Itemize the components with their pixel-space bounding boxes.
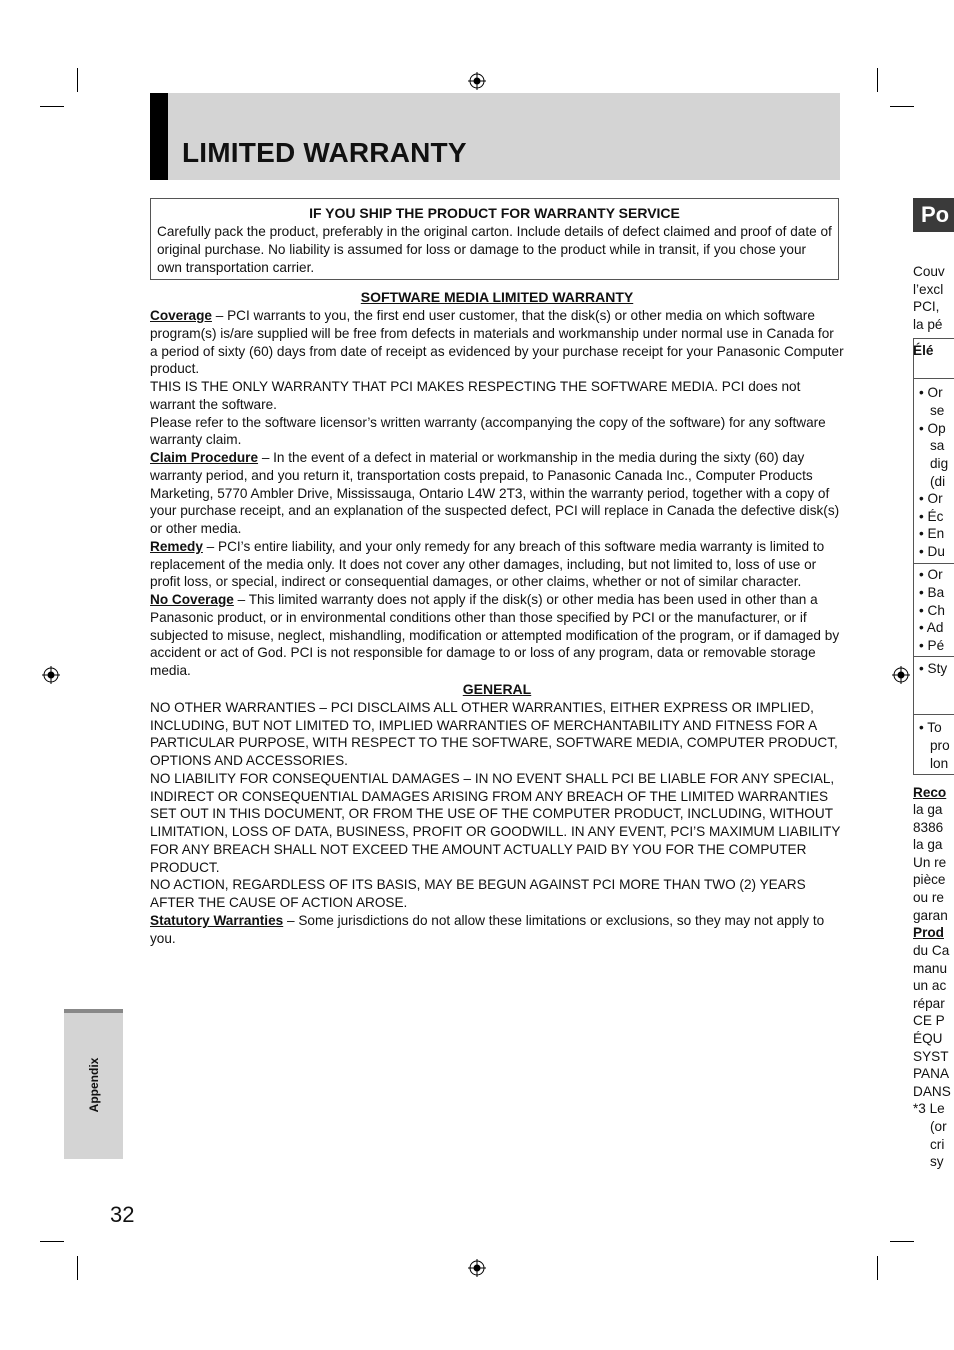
registration-mark-icon: [892, 666, 910, 684]
facing-page-tab: Po: [913, 198, 954, 232]
facing-page-line: Prod: [913, 925, 944, 940]
facing-page-line: Un re: [913, 855, 947, 870]
general-paragraph-3: NO ACTION, REGARDLESS OF ITS BASIS, MAY BE BEGUN AGAINST PCI MORE THAN TWO (2) YEARS AFTER THE CAUSE OF ACTION AROSE.: [150, 877, 806, 910]
appendix-label: Appendix: [86, 1057, 101, 1113]
facing-page-line: • Ad: [919, 620, 944, 635]
facing-page-line: sy: [930, 1154, 944, 1169]
claim-paragraph: [150, 449, 844, 538]
table-divider: [913, 714, 954, 715]
facing-page-line: • Éc: [919, 509, 944, 524]
facing-page-line: répar: [913, 996, 945, 1011]
remedy-paragraph: [150, 538, 844, 591]
title-band: [150, 93, 840, 180]
facing-page-line: Couv: [913, 264, 945, 279]
crop-mark: [77, 1256, 78, 1280]
claim-term: Claim Procedure: [150, 450, 259, 465]
crop-mark: [877, 68, 878, 92]
only-warranty-paragraph: THIS IS THE ONLY WARRANTY THAT PCI MAKES RESPECTING THE SOFTWARE MEDIA. PCI does not warrant the software.: [150, 379, 801, 412]
facing-page-line: la ga: [913, 802, 943, 817]
facing-page-line: la ga: [913, 837, 943, 852]
coverage-text: – PCI warrants to you, the first end user customer, that the disk(s) or other media on which software program(s) is/are supplied will be free from defects in materials and workmanship under normal use in Canada for a period of sixty (60) days from date of receipt as evidenced by your purchase receipt for your Panasonic Computer product.: [150, 308, 844, 377]
facing-page-line: PCI,: [913, 299, 940, 314]
facing-page-line: *3 Le: [913, 1101, 945, 1116]
facing-page-line: DANS: [913, 1084, 951, 1099]
no-coverage-paragraph: [150, 591, 844, 680]
crop-mark: [890, 1241, 914, 1242]
registration-mark-icon: [468, 72, 486, 90]
facing-page-line: l’excl: [913, 282, 944, 297]
ship-heading: IF YOU SHIP THE PRODUCT FOR WARRANTY SERVICE: [309, 205, 680, 221]
remedy-text: – PCI’s entire liability, and your only remedy for any breach of this software media warranty is limited to replacement of the media only. It does not cover any other damages, including, but not limited to, loss of use or profit loss, or special, indirect or consequential damages, or other claims, whether or not of similar character.: [150, 538, 825, 590]
facing-page-line: lon: [930, 756, 949, 771]
statutory-paragraph: [150, 912, 844, 948]
page-number: 32: [110, 1202, 135, 1227]
crop-mark: [40, 106, 64, 107]
no-coverage-term: No Coverage: [150, 592, 234, 607]
statutory-text: – Some jurisdictions do not allow these limitations or exclusions, so they may not apply to you.: [150, 912, 825, 946]
remedy-term: Remedy: [150, 538, 203, 554]
registration-mark-icon: [468, 1259, 486, 1277]
statutory-term: Statutory Warranties: [150, 912, 284, 928]
facing-page-line: dig: [930, 456, 949, 471]
general-paragraph-1: NO OTHER WARRANTIES – PCI DISCLAIMS ALL OTHER WARRANTIES, EITHER EXPRESS OR IMPLIED, INCLUDING, BUT NOT LIMITED TO, IMPLIED WARRANTIES OF MERCHANTABILITY AND FITNESS FOR A PARTICULAR PURPOSE, WITH RESPECT TO THE SOFTWARE, SOFTWARE MEDIA, COMPUTER PRODUCT, OPTIONS AND ACCESSORIES.: [150, 699, 838, 768]
facing-page-line: SYST: [913, 1049, 949, 1064]
facing-page-line: (di: [930, 474, 946, 489]
facing-page-line: garan: [913, 908, 948, 923]
crop-mark: [890, 106, 914, 107]
facing-page-line: • Ch: [919, 603, 945, 618]
facing-page-line: • Or: [919, 491, 943, 506]
facing-page-line: manu: [913, 961, 948, 976]
ship-text: Carefully pack the product, preferably in the original carton. Include details of defect claimed and proof of date of original purchase. No liability is assumed for loss or damage to the product while in transit, if you chose your own transportation carrier.: [157, 224, 832, 275]
facing-page-line: (or: [930, 1119, 947, 1134]
facing-page-line: cri: [930, 1137, 945, 1152]
table-divider: [913, 378, 954, 379]
facing-page-line: • Ba: [919, 585, 945, 600]
table-divider: [913, 656, 954, 657]
facing-page-line: un ac: [913, 978, 947, 993]
facing-page-line: CE P: [913, 1013, 945, 1028]
registration-mark-icon: [42, 666, 60, 684]
software-heading: SOFTWARE MEDIA LIMITED WARRANTY: [360, 289, 634, 305]
general-paragraph-2: NO LIABILITY FOR CONSEQUENTIAL DAMAGES – IN NO EVENT SHALL PCI BE LIABLE FOR ANY SPECIAL, INDIRECT OR CONSEQUENTIAL DAMAGES ARISING FROM ANY BREACH OF THE LIMITED WARRANTIES SET OUT IN THIS DOCUMENT, OR FROM THE USE OF THE COMPUTER PRODUCT, INCLUDING, WITHOUT LIMITATION, LOSS OF DATA, BUSINESS, PROFIT OR GOODWILL. IN ANY EVENT, PCI’S MAXIMUM LIABILITY FOR ANY BREACH SHALL NOT EXCEED THE AMOUNT ACTUALLY PAID BY YOU FOR THE COMPUTER PRODUCT.: [150, 770, 841, 875]
coverage-paragraph: [150, 307, 844, 378]
appendix-side-tab: [64, 1009, 123, 1159]
coverage-term: Coverage: [150, 308, 212, 323]
ship-service-box: [150, 198, 839, 280]
facing-page-line: • To: [919, 720, 942, 735]
facing-page-line: sa: [930, 438, 945, 453]
facing-page-line: se: [930, 403, 945, 418]
facing-page-fragment: [913, 0, 954, 1350]
main-content: [150, 288, 844, 947]
facing-page-line: Reco: [913, 785, 947, 800]
claim-text: – In the event of a defect in material or workmanship in the media during the sixty (60) day warranty period, and you return it, transportation costs prepaid, to Panasonic Canada Inc., Computer Products Marketing, 5770 Ambler Drive, Mississauga, Ontario L4W 2T3, within the warranty period, together with a copy of your purchase receipt, and an explanation of the suspected defect, PCI will replace in Canada the defective disk(s) or other media.: [150, 450, 840, 536]
facing-page-line: la pé: [913, 317, 943, 332]
facing-page-line: • Or: [919, 567, 943, 582]
facing-page-line: Élé: [913, 343, 934, 358]
facing-page-line: ÉQU: [913, 1031, 943, 1046]
facing-page-line: pro: [930, 738, 950, 753]
facing-page-line: du Ca: [913, 943, 950, 958]
licensor-paragraph: Please refer to the software licensor’s written warranty (accompanying the copy of the software) for any software warranty claim.: [150, 414, 826, 448]
facing-page-line: • Pé: [919, 638, 945, 653]
facing-page-line: PANA: [913, 1066, 950, 1081]
no-coverage-text: – This limited warranty does not apply if the disk(s) or other media has been used in other than a Panasonic product, or in environmental conditions other than those specified by PCI or the manufacturer, or if subjected to misuse, neglect, mishandling, modification or attempted modification of the program, or if damaged by accident or act of God. PCI is not responsible for damage to or loss of any program, data or removable storage media.: [150, 592, 840, 678]
title-accent-bar: [150, 93, 168, 180]
crop-mark: [40, 1241, 64, 1242]
facing-page-line: ou re: [913, 890, 944, 905]
facing-page-line: • Or: [919, 385, 943, 400]
facing-page-line: pièce: [913, 872, 946, 887]
crop-mark: [77, 68, 78, 92]
facing-page-line: 8386: [913, 820, 944, 835]
crop-mark: [877, 1256, 878, 1280]
facing-page-line: • Sty: [919, 661, 948, 676]
general-heading: GENERAL: [462, 680, 532, 697]
facing-page-line: • En: [919, 526, 945, 541]
facing-page-line: • Op: [919, 421, 946, 436]
table-divider: [913, 563, 954, 564]
page-title: LIMITED WARRANTY: [182, 137, 467, 168]
facing-page-line: • Du: [919, 544, 945, 559]
